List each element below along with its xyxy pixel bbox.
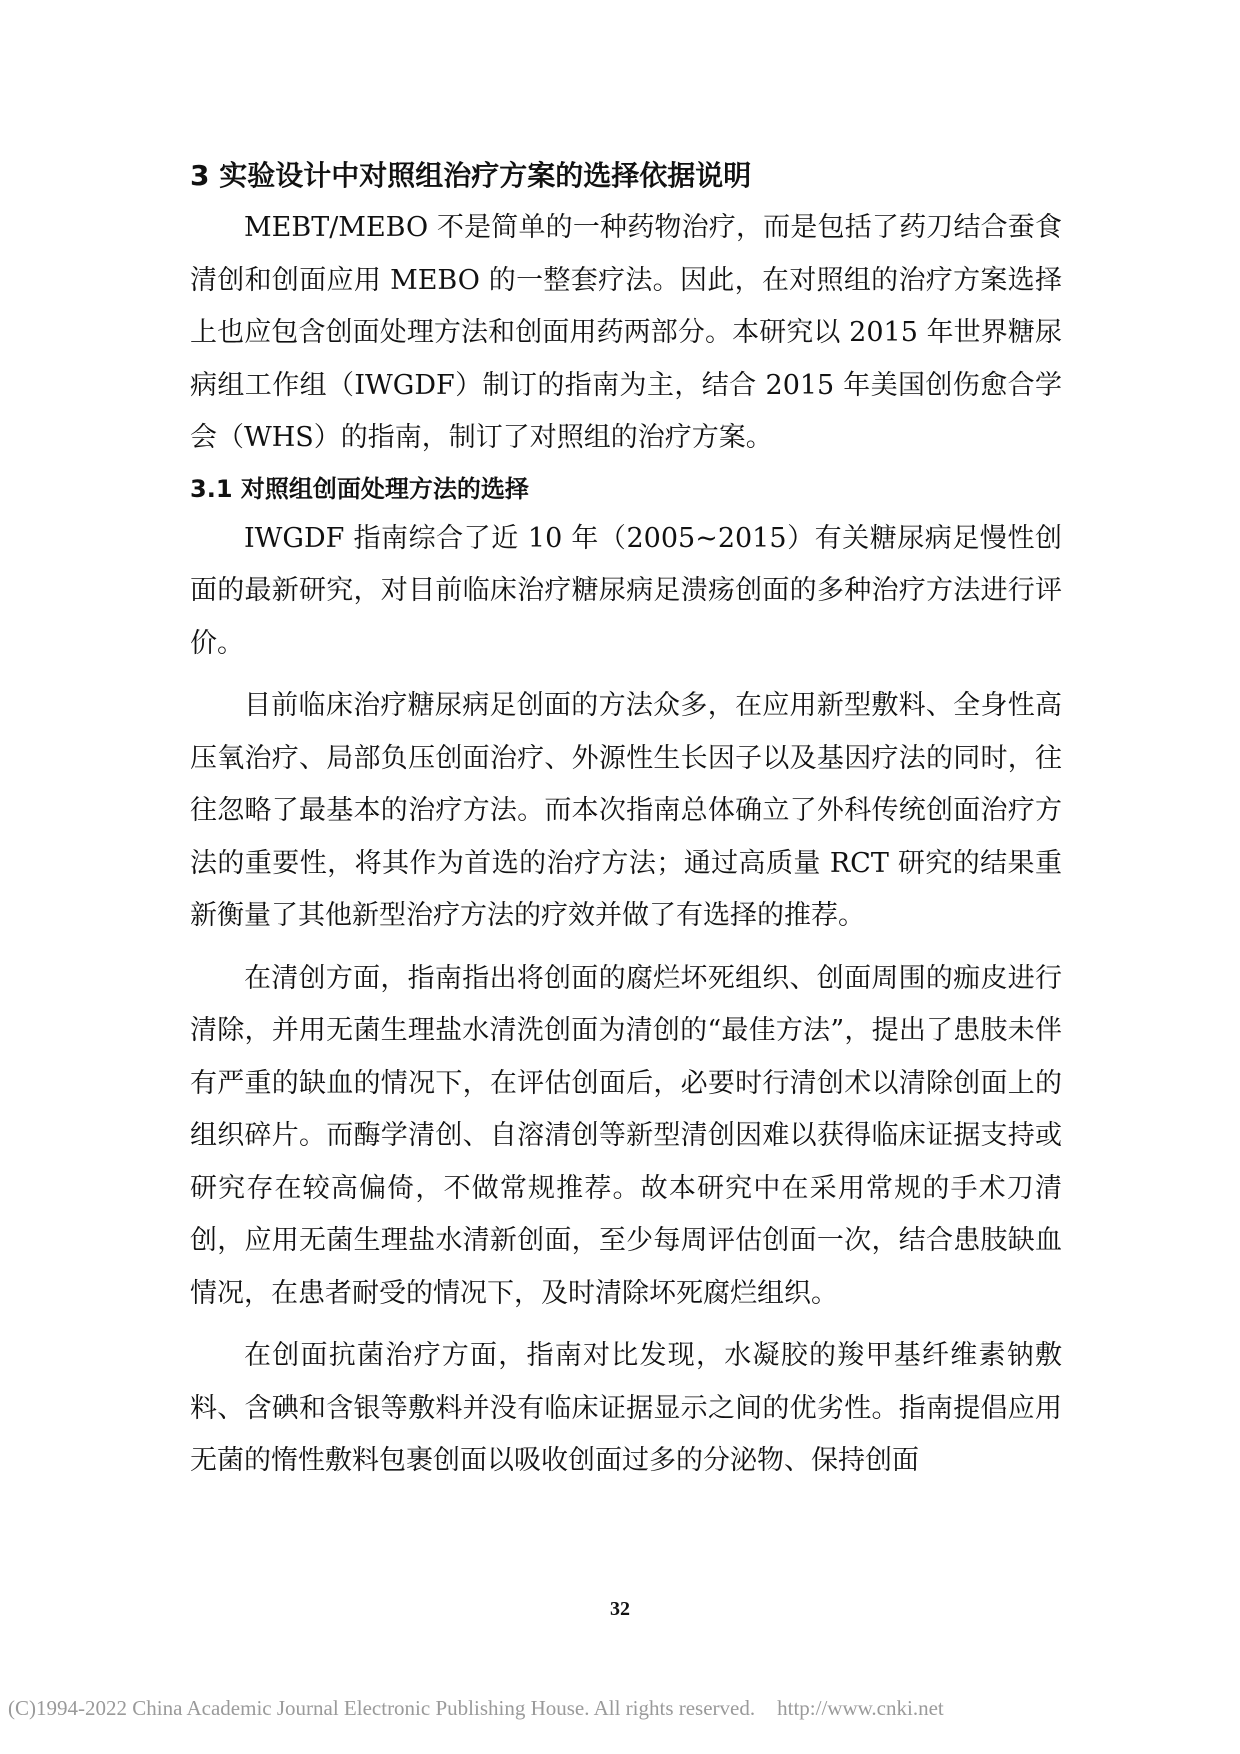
footer-url: http://www.cnki.net (777, 1696, 944, 1720)
paragraph-treatment-methods: 目前临床治疗糖尿病足创面的方法众多，在应用新型敷料、全身性高压氧治疗、局部负压创面治疗、外源性生长因子以及基因疗法的同时，往往忽略了最基本的治疗方法。而本次指南总体确立了外科传统创面治疗方法的重要性，将其作为首选的治疗方法；通过高质量 RCT 研究的结果重新衡量了其他新型治疗方法的疗效并做了有选择的推荐。 (190, 690, 1062, 931)
section-heading: 3 实验设计中对照组治疗方案的选择依据说明 (190, 159, 752, 192)
page-number: 32 (610, 1598, 630, 1620)
paragraph-iwgdf-review: IWGDF 指南综合了近 10 年（2005~2015）有关糖尿病足慢性创面的最新研究，对目前临床治疗糖尿病足溃疡创面的多种治疗方法进行评价。 (190, 522, 1062, 659)
footer (8, 1696, 944, 1721)
document-body (190, 150, 1062, 1488)
footer-copyright: (C)1994-2022 China Academic Journal Electronic Publishing House. All rights reserved. (8, 1696, 756, 1720)
subsection-heading: 3.1 对照组创面处理方法的选择 (190, 474, 529, 503)
paragraph-antibacterial: 在创面抗菌治疗方面，指南对比发现，水凝胶的羧甲基纤维素钠敷料、含碘和含银等敷料并没有临床证据显示之间的优劣性。指南提倡应用无菌的惰性敷料包裹创面以吸收创面过多的分泌物、保持创面 (190, 1340, 1062, 1476)
paragraph-debridement: 在清创方面，指南指出将创面的腐烂坏死组织、创面周围的痂皮进行清除，并用无菌生理盐水清洗创面为清创的“最佳方法”，提出了患肢未伴有严重的缺血的情况下，在评估创面后，必要时行清创术以清除创面上的组织碎片。而酶学清创、自溶清创等新型清创因难以获得临床证据支持或研究存在较高偏倚，不做常规推荐。故本研究中在采用常规的手术刀清创，应用无菌生理盐水清新创面，至少每周评估创面一次，结合患肢缺血情况，在患者耐受的情况下，及时清除坏死腐烂组织。 (190, 962, 1062, 1309)
section-intro-paragraph: MEBT/MEBO 不是简单的一种药物治疗，而是包括了药刀结合蚕食清创和创面应用 MEBO 的一整套疗法。因此，在对照组的治疗方案选择上也应包含创面处理方法和创面用药两部分。本研究以 2015 年世界糖尿病组工作组（IWGDF）制订的指南为主，结合 2015 年美国创伤愈合学会（WHS）的指南，制订了对照组的治疗方案。 (190, 212, 1062, 453)
